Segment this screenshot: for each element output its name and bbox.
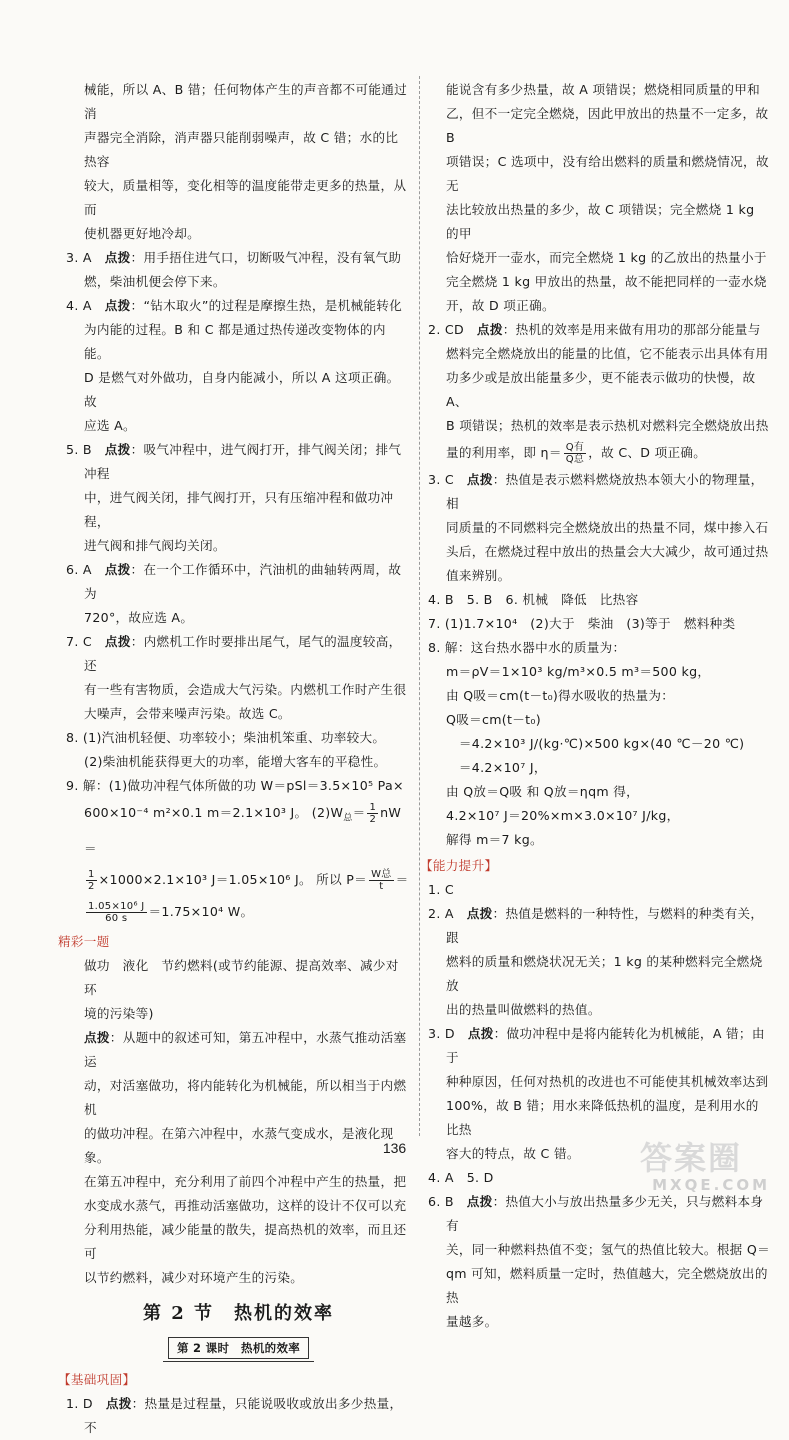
text-line: ：内燃机工作时要排出尾气，尾气的温度较高，还 [84, 634, 402, 673]
hint-tag: 点拨 [466, 906, 493, 921]
text-line: 有一些有害物质，会造成大气污染。内燃机工作时产生很 [84, 682, 407, 697]
answer-head: 5. B [66, 442, 92, 457]
answer-head: 6. A [66, 562, 92, 577]
answer-7 [66, 630, 411, 726]
text-line: ：热值是表示燃料燃烧放热本领大小的物理量，相 [446, 472, 764, 511]
answer-n2 [428, 902, 770, 1022]
text-line: 以节约燃料，减少对环境产生的污染。 [84, 1269, 304, 1285]
eq-text: 600×10⁻⁴ m²×0.1 m＝2.1×10³ J。 (2)W [84, 805, 344, 820]
eq-text: ，故 C、D 项正确。 [588, 445, 707, 460]
text-line: ：热量是过程量，只能说吸收或放出多少热量，不 [84, 1395, 403, 1435]
text-line: 容大的特点，故 C 错。 [446, 1146, 580, 1161]
section-title-jichu: 【基础巩固】 [58, 1371, 136, 1387]
answer-head: 2. CD [428, 322, 465, 337]
text-line: 头后，在燃烧过程中放出的热量会大大减少，故可通过热 [446, 544, 769, 559]
text-line: 8. (1)汽油机轻便、功率较小；柴油机笨重、功率较大。 [66, 730, 386, 745]
numerator: 1 [88, 868, 95, 880]
text-line: 法比较放出热量的多少，故 C 项错误；完全燃烧 1 kg 的甲 [446, 202, 755, 241]
hint-tag: 点拨 [466, 1194, 493, 1209]
answer-n1: 1. C [428, 882, 455, 897]
text-line: 燃料的质量和燃烧状况无关；1 kg 的某种燃料完全燃烧放 [446, 954, 763, 993]
hint-tag: 点拨 [104, 442, 131, 457]
text-line: 做功 液化 节约燃料(或节约能源、提高效率、减少对环 [84, 957, 399, 997]
text-line: 能说含有多少热量，故 A 项错误；燃烧相同质量的甲和 [446, 82, 761, 97]
left-column [58, 78, 411, 1440]
text-line: 燃料完全燃烧放出的能量的比值，它不能表示出具体有用 [446, 346, 769, 361]
equation-line [66, 798, 411, 864]
text-line: 值来辨别。 [446, 568, 511, 583]
text-line: ：热值是燃料的一种特性，与燃料的种类有关，跟 [446, 906, 764, 945]
text-line: ：用手捂住进气口，切断吸气冲程，没有氧气助 [130, 250, 402, 265]
answer-head: 4. A [66, 298, 92, 313]
answer-head: 3. C [428, 472, 455, 487]
text-line: 关，同一种燃料热值不变；氢气的热值比较大。根据 Q＝ [446, 1242, 770, 1257]
text-line: D 是燃气对外做功，自身内能减小，所以 A 这项正确。故 [84, 370, 400, 409]
answer-r2 [428, 318, 770, 468]
hint-tag: 点拨 [467, 1026, 494, 1041]
answer-head: 6. B [428, 1194, 454, 1209]
text-line: 应选 A。 [84, 418, 136, 433]
text-line: ＝4.2×10⁷ J， [446, 760, 547, 775]
equation-line [66, 896, 411, 928]
answer-n4-5: 4. A 5. D [428, 1170, 494, 1185]
text-line: ：在一个工作循环中，汽油机的曲轴转两周，故为 [84, 562, 402, 601]
left-intro [66, 78, 411, 246]
text-line: m＝ρV＝1×10³ kg/m³×0.5 m³＝500 kg， [446, 664, 711, 679]
denominator: Q总 [565, 454, 585, 465]
section-title-nengli: 【能力提升】 [420, 858, 498, 873]
text-line: 动，对活塞做功，将内能转化为机械能，所以相当于内燃机 [84, 1077, 407, 1117]
numerator: 1 [369, 802, 377, 813]
text-line: 分利用热能，减少能量的散失，提高热机的效率，而且还可 [84, 1221, 407, 1261]
answer-n6 [428, 1190, 770, 1334]
answer-r3 [428, 468, 770, 588]
watermark-text: 答案圈 [640, 1139, 743, 1177]
text-line: 功多少或是放出能量多少，更不能表示做功的快慢，故 A、 [446, 370, 756, 409]
text-line: 720°，故应选 A。 [84, 610, 194, 625]
text-line: 解得 m＝7 kg。 [446, 832, 543, 847]
text-line: qm 可知，燃料质量一定时，热值越大，完全燃烧放出的热 [446, 1266, 768, 1305]
text-line: 9. 解：(1)做功冲程气体所做的功 W＝pSl＝3.5×10⁵ Pa× [66, 778, 404, 793]
text-line: 在第五冲程中，充分利用了前四个冲程中产生的热量，把 [84, 1173, 407, 1189]
text-line: 出的热量叫做燃料的热值。 [446, 1002, 601, 1017]
hint-tag: 点拨 [104, 250, 131, 265]
text-line: ：做功冲程中是将内能转化为机械能，A 错；由于 [446, 1026, 765, 1065]
text-line: 同质量的不同燃料完全燃烧放出的热量不同，煤中掺入石 [446, 520, 769, 535]
right-intro [428, 78, 770, 318]
text-line: ：热机的效率是用来做有用功的那部分能量与 [502, 322, 761, 337]
equation-line [428, 438, 770, 468]
answer-8 [66, 726, 411, 774]
answer-head: 3. A [66, 250, 92, 265]
hint-tag: 点拨 [84, 1029, 110, 1045]
answer-head: 1. D [66, 1395, 93, 1411]
answer-5 [66, 438, 411, 558]
text-line: ：“钻木取火”的过程是摩擦生热，是机械能转化 [130, 298, 403, 313]
answer-1 [66, 1392, 411, 1440]
numerator: Q有 [565, 442, 585, 453]
section-title-jingcai: 精彩一题 [58, 933, 110, 949]
hint-tag: 点拨 [104, 298, 131, 313]
text-line: 境的污染等) [84, 1005, 154, 1021]
page-number: 136 [382, 1140, 407, 1156]
text-line: ＝4.2×10³ J/(kg·℃)×500 kg×(40 ℃－20 ℃) [446, 736, 745, 751]
eq-text: 量的利用率，即 η＝ [446, 445, 562, 460]
text-line: B 项错误；热机的效率是表示热机对燃料完全燃烧放出热 [446, 418, 769, 433]
numerator: W总 [371, 868, 392, 880]
denominator: 2 [369, 814, 377, 825]
text-line: 100%，故 B 错；用水来降低热机的温度，是利用水的比热 [446, 1098, 759, 1137]
text-line: 使机器更好地冷却。 [84, 226, 201, 241]
hint-tag: 点拨 [104, 562, 131, 577]
text-line: 的做功冲程。在第六冲程中，水蒸气变成水，是液化现象。 [84, 1125, 394, 1165]
hint-tag: 点拨 [466, 472, 493, 487]
text-line: 燃，柴油机便会停下来。 [84, 274, 226, 289]
chapter-title: 第 2 节 热机的效率 [142, 1302, 335, 1324]
hint-tag: 点拨 [476, 322, 503, 337]
answer-4 [66, 294, 411, 438]
answer-head: 2. A [428, 906, 454, 921]
answer-head: 3. D [428, 1026, 455, 1041]
column-divider [419, 76, 420, 1136]
eq-text: ＝1.75×10⁴ W。 [148, 903, 254, 919]
denominator: 2 [88, 880, 95, 892]
denominator: 60 s [105, 912, 128, 924]
text-line: 量越多。 [446, 1314, 498, 1329]
text-line: Q吸＝cm(t－t₀) [446, 712, 541, 727]
text-line: ：热值大小与放出热量多少无关，只与燃料本身有 [446, 1194, 764, 1233]
fraction [369, 869, 394, 892]
eq-text: ＝ [395, 871, 409, 887]
text-line: 声器完全消除，消声器只能削弱噪声，故 C 错；水的比热容 [84, 130, 399, 169]
fraction [86, 901, 147, 924]
eq-sub: 总 [343, 813, 353, 824]
text-line: 由 Q放＝Q吸 和 Q放＝ηqm 得， [446, 784, 640, 799]
jingcai-block [66, 954, 411, 1290]
watermark-url: MXQE.COM [652, 1176, 770, 1194]
answer-r7: 7. (1)1.7×10⁴ (2)大于 柴油 (3)等于 燃料种类 [428, 616, 736, 631]
answer-9 [66, 774, 411, 928]
fraction [564, 442, 586, 465]
text-line: 中，进气阀关闭，排气阀打开，只有压缩冲程和做功冲程， [84, 490, 394, 529]
eq-text: ×1000×2.1×10³ J＝1.05×10⁶ J。 所以 P＝ [98, 871, 368, 887]
hint-tag: 点拨 [105, 1395, 132, 1411]
text-line: 械能，所以 A、B 错；任何物体产生的声音都不可能通过消 [84, 82, 408, 121]
text-line: 完全燃烧 1 kg 甲放出的热量，故不能把同样的一壶水烧 [446, 274, 767, 289]
watermark-logo [640, 1140, 780, 1198]
text-line: 恰好烧开一壶水，而完全燃烧 1 kg 的乙放出的热量小于 [446, 250, 767, 265]
text-line: 种种原因，任何对热机的改进也不可能使其机械效率达到 [446, 1074, 769, 1089]
text-line: ：从题中的叙述可知，第五冲程中，水蒸气推动活塞运 [84, 1029, 407, 1069]
answer-r4-6: 4. B 5. B 6. 机械 降低 比热容 [428, 592, 639, 607]
lesson-title-wrap [66, 1336, 411, 1360]
fraction [86, 869, 97, 892]
text-line: 较大，质量相等，变化相等的温度能带走更多的热量，从而 [84, 178, 407, 217]
text-line: 由 Q吸＝cm(t－t₀)得水吸收的热量为： [446, 688, 675, 703]
lesson-title: 第 2 课时 热机的效率 [168, 1337, 309, 1359]
equation-line [66, 864, 411, 896]
eq-text: ＝ [352, 805, 366, 820]
fraction [367, 802, 378, 825]
hint-tag: 点拨 [104, 634, 131, 649]
text-line: 8. 解：这台热水器中水的质量为： [428, 640, 626, 655]
text-line: 乙，但不一定完全燃烧，因此甲放出的热量不一定多，故 B [446, 106, 769, 145]
text-line: 大噪声，会带来噪声污染。故选 C。 [84, 706, 291, 721]
text-line: 水变成水蒸气，再推动活塞做功，这样的设计不仅可以充 [84, 1197, 407, 1213]
answer-head: 7. C [66, 634, 93, 649]
text-line: 4.2×10⁷ J＝20%×m×3.0×10⁷ J/kg， [446, 808, 680, 823]
text-line: 开，故 D 项正确。 [446, 298, 555, 313]
denominator: t [379, 880, 384, 892]
text-line: ：吸气冲程中，进气阀打开，排气阀关闭；排气冲程 [84, 442, 402, 481]
text-line: 为内能的过程。B 和 C 都是通过热传递改变物体的内能。 [84, 322, 386, 361]
text-line: (2)柴油机能获得更大的功率，能增大客车的平稳性。 [84, 754, 387, 769]
eq-text: nW＝ [84, 805, 402, 856]
answer-r8 [428, 636, 770, 852]
text-line: 进气阀和排气阀均关闭。 [84, 538, 226, 553]
answer-3 [66, 246, 411, 294]
numerator: 1.05×10⁶ J [88, 900, 145, 912]
answer-6 [66, 558, 411, 630]
text-line: 项错误；C 选项中，没有给出燃料的质量和燃烧情况，故无 [446, 154, 769, 193]
